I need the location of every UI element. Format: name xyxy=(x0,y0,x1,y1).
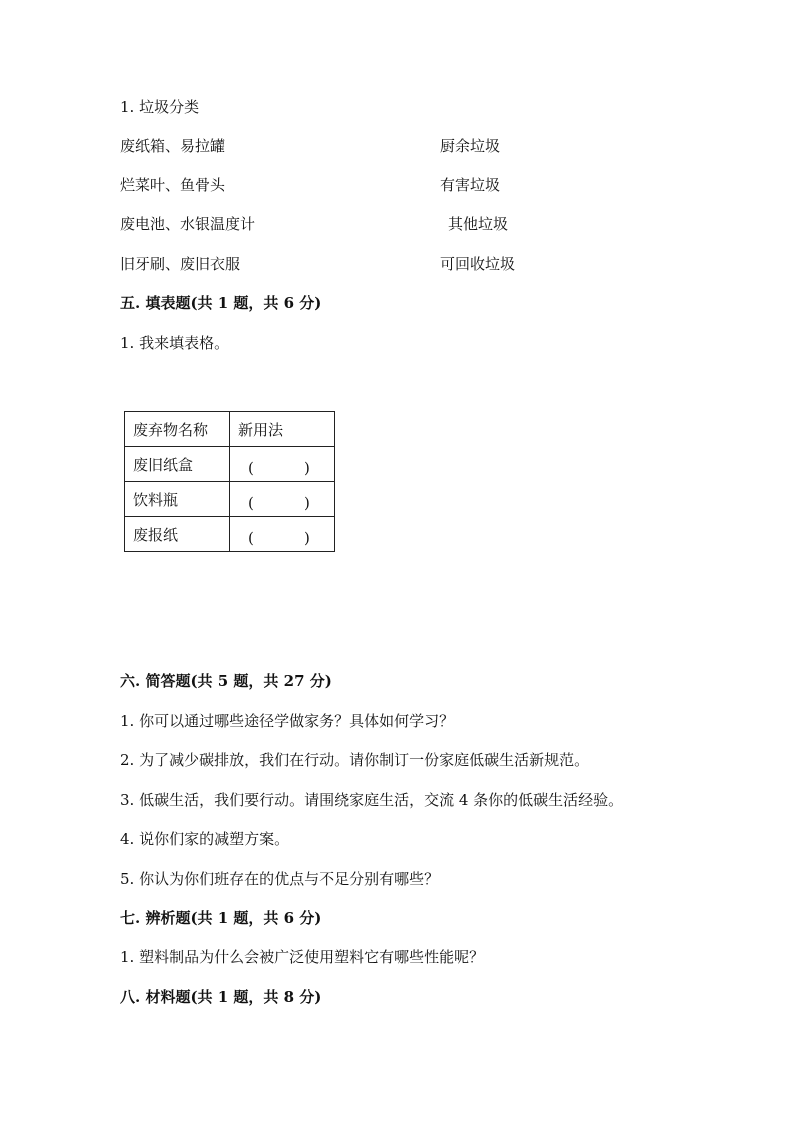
fill-table xyxy=(124,411,335,552)
section-heading-short-answer: 六. 简答题(共 5 题，共 27 分) xyxy=(120,672,332,690)
short-answer-question: 3. 低碳生活，我们要行动。请围绕家庭生活，交流 4 条你的低碳生活经验。 xyxy=(120,791,624,809)
section-heading-analysis: 七. 辨析题(共 1 题，共 6 分) xyxy=(120,909,322,927)
sorting-item-right: 可回收垃圾 xyxy=(440,255,516,273)
sorting-question: 1. 垃圾分类 xyxy=(120,98,200,116)
table-row xyxy=(125,482,335,517)
short-answer-question: 2. 为了减少碳排放，我们在行动。请你制订一份家庭低碳生活新规范。 xyxy=(120,751,590,769)
close-paren: ) xyxy=(304,459,310,477)
open-paren: ( xyxy=(248,459,254,477)
analysis-question: 1. 塑料制品为什么会被广泛使用塑料它有哪些性能呢？ xyxy=(120,948,485,966)
fill-table-question: 1. 我来填表格。 xyxy=(120,334,230,352)
table-header-row xyxy=(125,412,335,447)
sorting-item-left: 废纸箱、易拉罐 xyxy=(120,137,226,155)
sorting-item-left: 废电池、水银温度计 xyxy=(120,215,256,233)
close-paren: ) xyxy=(304,529,310,547)
close-paren: ) xyxy=(304,494,310,512)
table-header-cell: 新用法 xyxy=(230,412,335,447)
section-heading-material: 八. 材料题(共 1 题，共 8 分) xyxy=(120,988,322,1006)
table-cell-name: 废旧纸盒 xyxy=(125,447,230,482)
short-answer-question: 5. 你认为你们班存在的优点与不足分别有哪些？ xyxy=(120,870,440,888)
answer-blank[interactable] xyxy=(230,482,335,517)
short-answer-question: 4. 说你们家的减塑方案。 xyxy=(120,830,290,848)
table-cell-name: 废报纸 xyxy=(125,517,230,552)
sorting-item-right: 其他垃圾 xyxy=(448,215,509,233)
table-row xyxy=(125,517,335,552)
answer-blank[interactable] xyxy=(230,517,335,552)
sorting-item-right: 有害垃圾 xyxy=(440,176,501,194)
table-header-cell: 废弃物名称 xyxy=(125,412,230,447)
section-heading-fill-table: 五. 填表题(共 1 题，共 6 分) xyxy=(120,294,322,312)
sorting-item-left: 旧牙刷、废旧衣服 xyxy=(120,255,241,273)
answer-blank[interactable] xyxy=(230,447,335,482)
open-paren: ( xyxy=(248,494,254,512)
sorting-item-left: 烂菜叶、鱼骨头 xyxy=(120,176,226,194)
open-paren: ( xyxy=(248,529,254,547)
short-answer-question: 1. 你可以通过哪些途径学做家务？具体如何学习？ xyxy=(120,712,455,730)
table-cell-name: 饮料瓶 xyxy=(125,482,230,517)
table-row xyxy=(125,447,335,482)
sorting-item-right: 厨余垃圾 xyxy=(440,137,501,155)
